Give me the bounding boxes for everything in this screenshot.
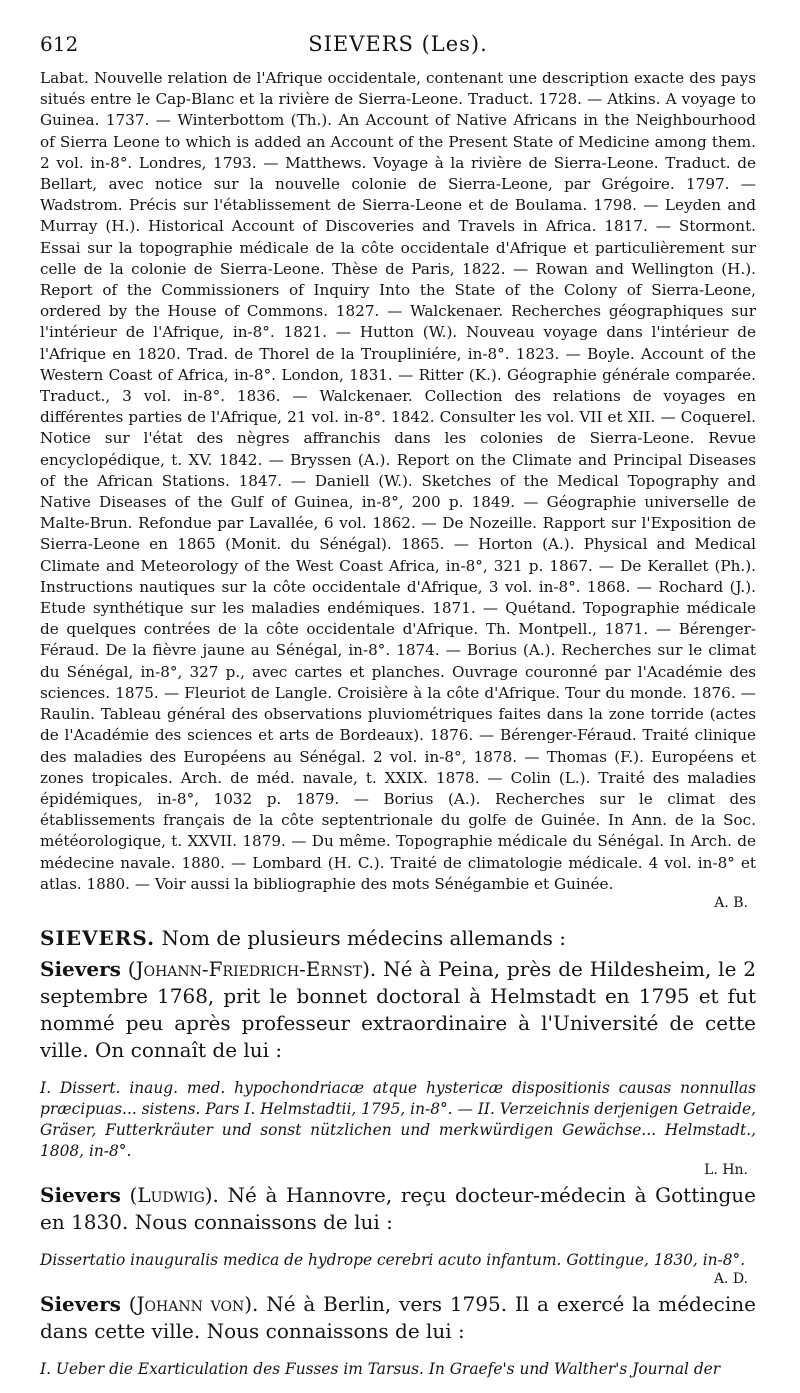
entry-paragraph: [40, 1182, 756, 1236]
entry-text: Né à Peina, près de Hildesheim, le 2 septembre 1768, prit le bonnet doctoral à Helmstadt en 1795 et fut nommé peu après professeur extraordinaire à l'Université de cette ville. On connaît de lui :: [40, 956, 756, 1062]
entry: [40, 956, 756, 1178]
running-head: [40, 24, 756, 68]
page-number: 612: [40, 32, 79, 56]
bibliography-text: Labat. Nouvelle relation de l'Afrique occidentale, contenant une description exacte des pays situés entre le Cap-Blanc et la rivière de Sierra-Leone. Traduct. 1728. — Atkins. A voyage to Guinea. 1737. — Winterbottom (Th.). An Account of Native Africans in the Neighbourhood of Sierra Leone to which is added an Account of the Present State of Medicine among them. 2 vol. in-8°. Londres, 1793. — Matthews. Voyage à la rivière de Sierra-Leone. Traduct. de Bellart, avec notice sur la nouvelle colonie de Sierra-Leone, par Grégoire. 1797. — Wadstrom. Précis sur l'établissement de Sierra-Leone et de Boulama. 1798. — Leyden and Murray (H.). Historical Account of Discoveries and Travels in Africa. 1817. — Stormont. Essai sur la topographie médicale de la côte occidentale d'Afrique et particulièrement sur celle de la colonie de Sierra-Leone. Thèse de Paris, 1822. — Rowan and Wellington (H.). Report of the Commissioners of Inquiry Into the State of the Colony of Sierra-Leone, ordered by the House of Commons. 1827. — Walckenaer. Recherches géographiques sur l'intérieur de l'Afrique, in-8°. 1821. — Hutton (W.). Nouveau voyage dans l'intérieur de l'Afrique en 1820. Trad. de Thorel de la Troupliniére, in-8°. 1823. — Boyle. Account of the Western Coast of Africa, in-8°. London, 1831. — Ritter (K.). Géographie générale comparée. Traduct., 3 vol. in-8°. 1836. — Walckenaer. Collection des relations de voyages en différentes parties de l'Afrique, 21 vol. in-8°. 1842. Consulter les vol. VII et XII. — Coquerel. Notice sur l'état des nègres affranchis dans les colonies de Sierra-Leone. Revue encyclopédique, t. XV. 1842. — Bryssen (A.). Report on the Climate and Principal Diseases of the African Stations. 1847. — Daniell (W.). Sketches of the Medical Topography and Native Diseases of the Gulf of Guinea, in-8°, 200 p. 1849. — Géographie universelle de Malte-Brun. Refondue par Lavallée, 6 vol. 1862. — De Nozeille. Rapport sur l'Exposition de Sierra-Leone en 1865 (Monit. du Sénégal). 1865. — Horton (A.). Physical and Medical Climate and Meteorology of the West Coast Africa, in-8°, 321 p. 1867. — De Kerallet (Ph.). Instructions nautiques sur la côte occidentale d'Afrique, 3 vol. in-8°. 1868. — Rochard (J.). Etude synthétique sur les maladies endémiques. 1871. — Quétand. Topographie médicale de quelques contrées de la côte occidentale d'Afrique. Th. Montpell., 1871. — Bérenger-Féraud. De la fièvre jaune au Sénégal, in-8°. 1874. — Borius (A.). Recherches sur le climat du Sénégal, in-8°, 327 p., avec cartes et planches. Ouvrage couronné par l'Académie des sciences. 1875. — Fleuriot de Langle. Croisière à la côte d'Afrique. Tour du monde. 1876. — Raulin. Tableau général des observations pluviométriques faites dans la zone torride (actes de l'Académie des sciences et arts de Bordeaux). 1876. — Bérenger-Féraud. Traité clinique des maladies des Européens au Sénégal. 2 vol. in-8°, 1878. — Thomas (F.). Européens et zones tropicales. Arch. de méd. navale, t. XXIX. 1878. — Colin (L.). Traité des maladies épidémiques, in-8°, 1032 p. 1879. — Borius (A.). Recherches sur le climat des établissements français de la côte septentrionale du golfe de Guinée. In Ann. de la Soc. météorologique, t. XXVII. 1879. — Du même. Topographie médicale du Sénégal. In Arch. de médecine navale. 1880. — Lombard (H. C.). Traité de climatologie médicale. 4 vol. in-8° et atlas. 1880. — Voir aussi la bibliographie des mots Sénégambie et Guinée.: [40, 69, 756, 893]
entry-name: Sievers: [40, 1291, 121, 1316]
entry-paragraph: [40, 956, 756, 1064]
bibliography-signature: A. B.: [714, 894, 748, 911]
entry-name: Sievers: [40, 1182, 121, 1207]
entry-works: Dissertatio inauguralis medica de hydrope cerebri acuto infantum. Gottingue, 1830, in-8°.: [40, 1250, 746, 1269]
article-intro-text: Nom de plusieurs médecins allemands :: [161, 925, 567, 950]
entry-text: Né à Hannovre, reçu docteur-médecin à Gottingue en 1830. Nous connaissons de lui :: [40, 1182, 757, 1234]
entry-forenames: (Johann-Friedrich-Ernst).: [127, 956, 377, 981]
entry-signature: A. D.: [713, 1270, 748, 1287]
entry-works: I. Dissert. inaug. med. hypochondriacæ atque hystericæ dispositionis causas nonnullas præcipuas... sistens. Pars I. Helmstadtii, 1795, in-8°. — II. Verzeichnis derjenigen Getraide, Gräser, Futterkräuter und sonst nützlichen und merkwürdigen Gewächse... Helmstadt., 1808, in-8°.: [40, 1078, 756, 1160]
entry-name: Sievers: [40, 956, 121, 981]
entry-signature: L. Hn.: [704, 1161, 748, 1178]
entry: [40, 1291, 756, 1380]
entry-works: I. Ueber die Exarticulation des Fusses im Tarsus. In Graefe's und Walther's Journal der: [40, 1359, 721, 1378]
article-intro: [40, 925, 756, 952]
article-headword: SIEVERS.: [40, 925, 156, 950]
running-title: SIEVERS (Les).: [308, 32, 488, 56]
entry-text: Né à Berlin, vers 1795. Il a exercé la médecine dans cette ville. Nous connaissons de lui :: [40, 1291, 756, 1343]
entry-forenames: (Ludwig).: [129, 1182, 219, 1207]
entry-forenames: (Johann von).: [128, 1291, 259, 1316]
entry-paragraph: [40, 1291, 756, 1345]
entry: [40, 1182, 756, 1287]
